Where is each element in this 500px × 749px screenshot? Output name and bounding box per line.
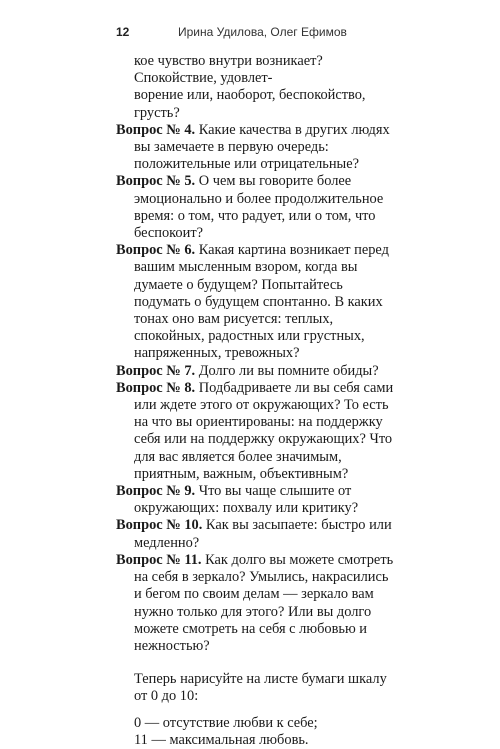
question-text: Подбадриваете ли вы себя сами или ждете этого от окружающих? То есть на что вы ориентированы: на поддержку себя или на поддержку окружающих? Что для вас является более значимым, приятным, важным, объективным? — [134, 379, 394, 482]
instruction-paragraph: Теперь нарисуйте на листе бумаги шкалу от 0 до 10: — [134, 671, 387, 705]
question-9 — [116, 483, 394, 517]
continuation-paragraph — [116, 53, 394, 122]
scale-list — [116, 715, 394, 749]
question-label: Вопрос № 9. — [116, 483, 196, 500]
question-label: Вопрос № 7. — [116, 362, 196, 379]
running-head: Ирина Удилова, Олег Ефимов — [178, 25, 347, 39]
page-body — [116, 53, 394, 749]
question-4 — [116, 122, 394, 174]
question-text: О чем вы говорите более эмоционально и более продолжительное время: о том, что радует, или о том, что беспокоит? — [134, 173, 384, 242]
question-label: Вопрос № 10. — [116, 517, 203, 534]
question-label: Вопрос № 5. — [116, 173, 196, 190]
question-text: Что вы чаще слышите от окружающих: похвалу или критику? — [134, 483, 359, 517]
question-7 — [116, 363, 394, 380]
question-10 — [116, 517, 394, 551]
question-text: Как долго вы можете смотреть на себя в зеркало? Умылись, накрасились и бегом по своим делам — зеркало вам нужно только для этого? Или вы долго можете смотреть на себя с любовью и нежностью? — [134, 551, 394, 654]
question-label: Вопрос № 6. — [116, 242, 196, 259]
page-number: 12 — [116, 25, 130, 39]
question-label: Вопрос № 4. — [116, 121, 196, 138]
question-8 — [116, 380, 394, 483]
question-text: Какая картина возникает перед вашим мысленным взором, когда вы думаете о будущем? Попытайтесь подумать о будущем спонтанно. В каких тонах оно вам рисуется: теплых, спокойных, радостных или грустных, напряженных, тревожных? — [134, 242, 389, 362]
question-text: Какие качества в других людях вы замечаете в первую очередь: положительные или отрицательные? — [134, 121, 390, 173]
question-11 — [116, 552, 394, 655]
scale-item-min: 0 — отсутствие любви к себе; — [134, 714, 318, 731]
paragraph-spacer — [116, 655, 394, 671]
question-text: Долго ли вы помните обиды? — [195, 362, 379, 379]
page-header — [116, 25, 416, 45]
text-line: кое чувство внутри возникает? Спокойствие, удовлет- — [134, 53, 323, 87]
question-label: Вопрос № 11. — [116, 551, 202, 568]
question-5 — [116, 173, 394, 242]
question-label: Вопрос № 8. — [116, 379, 196, 396]
scale-item-max: 11 — максимальная любовь. — [134, 731, 309, 748]
question-text: Как вы засыпаете: быстро или медленно? — [134, 517, 392, 551]
text-line: ворение или, наоборот, беспокойство, грусть? — [134, 87, 366, 121]
question-6 — [116, 242, 394, 362]
